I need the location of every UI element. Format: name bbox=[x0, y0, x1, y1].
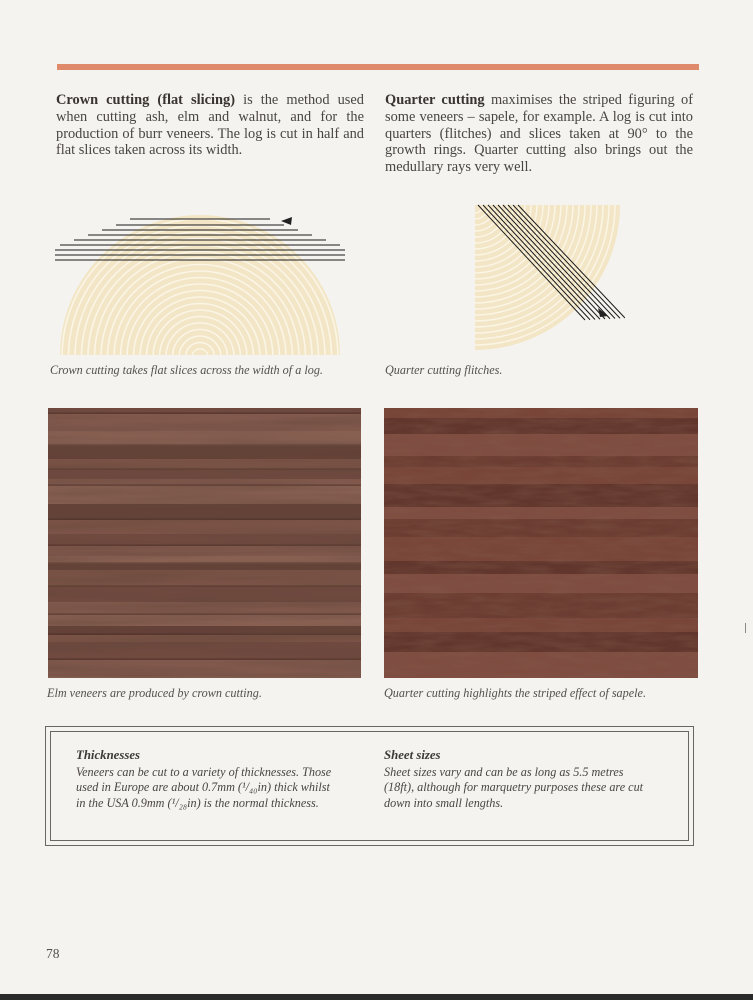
info-box bbox=[45, 726, 694, 846]
quarter-diagram-caption: Quarter cutting flitches. bbox=[385, 363, 503, 377]
header-rule bbox=[57, 64, 699, 70]
half-log-cross-section bbox=[55, 205, 345, 355]
page-number: 78 bbox=[46, 946, 60, 961]
quarter-cutting-diagram bbox=[470, 200, 625, 360]
elm-photo-caption: Elm veneers are produced by crown cutting. bbox=[47, 686, 262, 700]
thicknesses-body: Veneers can be cut to a variety of thicknesses. Those used in Europe are about 0.7mm (¹/₄₀in) thick whilst in the USA 0.9mm (¹/₂₈in) is the normal thickness. bbox=[76, 765, 332, 810]
quarter-cutting-term: Quarter cutting bbox=[385, 92, 485, 108]
crown-diagram-caption: Crown cutting takes flat slices across the width of a log. bbox=[50, 363, 323, 377]
elm-veneer-photo bbox=[48, 408, 361, 678]
page-bottom-edge bbox=[0, 994, 753, 1000]
sheet-sizes-heading: Sheet sizes bbox=[384, 748, 441, 762]
sapele-veneer-photo bbox=[384, 408, 698, 678]
crown-cutting-paragraph bbox=[56, 92, 364, 159]
thicknesses-heading: Thicknesses bbox=[76, 748, 140, 762]
crown-cutting-text: is the method used when cutting ash, elm and walnut, and for the production of burr veneers. The log is cut in half and flat slices taken across its width. bbox=[56, 92, 364, 159]
crown-cutting-diagram bbox=[55, 205, 345, 355]
sapele-photo-caption: Quarter cutting highlights the striped effect of sapele. bbox=[384, 686, 646, 700]
cut-direction-arrow bbox=[281, 217, 292, 225]
sheet-sizes-body: Sheet sizes vary and can be as long as 5.5 metres (18ft), although for marquetry purposes these are cut down into small lengths. bbox=[384, 765, 644, 810]
margin-mark bbox=[745, 623, 746, 633]
thicknesses-section bbox=[76, 748, 341, 811]
info-box-inner-border bbox=[50, 731, 689, 841]
crown-cutting-term: Crown cutting (flat slicing) bbox=[56, 92, 236, 108]
sheet-sizes-section bbox=[384, 748, 649, 811]
quarter-cutting-text: maximises the striped figuring of some veneers – sapele, for example. A log is cut into quarters (flitches) and slices taken at 90° to the growth rings. Quarter cutting also brings out the medullary rays very well. bbox=[385, 92, 693, 176]
quarter-cutting-paragraph bbox=[385, 92, 693, 176]
